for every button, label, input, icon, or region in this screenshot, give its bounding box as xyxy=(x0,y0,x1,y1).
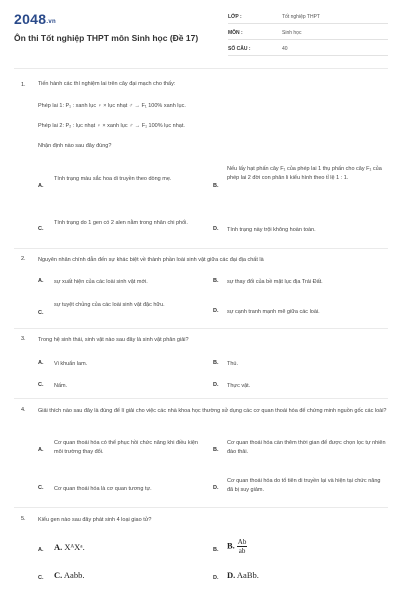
option-c-letter[interactable]: C. xyxy=(38,575,44,581)
option-c[interactable]: Nấm. xyxy=(54,383,68,389)
question-text: Giải thích nào sau đây là đúng để lí giải cho việc các nhà khoa học thường sử dụng các cơ quan thoái hóa để chứng minh nguồn gốc các loài? xyxy=(38,408,387,414)
option-b[interactable]: sự thay đổi của bề mặt lục địa Trái Đất. xyxy=(227,279,323,285)
option-b[interactable]: Thú. xyxy=(227,361,239,367)
option-a[interactable]: Cơ quan thoái hóa có thể phục hồi chức năng khi điều kiện môi trường thay đổi. xyxy=(54,440,198,455)
question-number: 2. xyxy=(21,256,26,262)
cross-2: Phép lai 2: P₂ : lục nhạt ♀ × xanh lục ♂ → F₁ 100% lục nhạt. xyxy=(38,123,185,129)
option-b[interactable]: B. $\frac{Ab}{ab}$ xyxy=(227,538,247,555)
option-d[interactable]: Cơ quan thoái hóa do tổ tiên di truyền lại và hiện tại chức năng đã bị suy giảm. xyxy=(227,478,381,493)
option-a[interactable]: Tính trạng màu sắc hoa di truyền theo dòng mẹ. xyxy=(54,176,172,182)
question-divider xyxy=(14,248,388,249)
option-c-letter[interactable]: C. xyxy=(38,382,44,388)
option-d-letter[interactable]: D. xyxy=(213,308,219,314)
option-b[interactable]: Cơ quan thoái hóa càn thêm thời gian để được chọn lọc tự nhiên đào thải. xyxy=(227,440,386,455)
option-c[interactable]: Tính trạng do 1 gen có 2 alen nằm trong nhân chi phối. xyxy=(54,220,188,226)
question-text: Trong hệ sinh thái, sinh vật nào sau đây là sinh vật phân giải? xyxy=(38,337,189,343)
option-b-letter[interactable]: B. xyxy=(213,447,219,453)
option-a-letter[interactable]: A. xyxy=(38,360,44,366)
option-c[interactable]: C. Aabb. xyxy=(54,570,85,580)
option-a-letter[interactable]: A. xyxy=(38,447,44,453)
question-divider xyxy=(14,398,388,399)
question-text: Kiểu gen nào sau đây phát sinh 4 loại giao tử? xyxy=(38,517,152,523)
question-number: 4. xyxy=(21,407,26,413)
option-c-letter[interactable]: C. xyxy=(38,226,44,232)
option-a[interactable]: sự xuất hiện của các loài sinh vật mới. xyxy=(54,279,148,285)
option-d-letter[interactable]: D. xyxy=(213,226,219,232)
option-a-letter[interactable]: A. xyxy=(38,183,44,189)
option-c[interactable]: sự tuyệt chủng của các loài sinh vật đặc hữu. xyxy=(54,302,165,308)
option-d[interactable]: D. AaBb. xyxy=(227,570,259,580)
page-header xyxy=(0,0,400,62)
question-divider xyxy=(14,328,388,329)
site-logo[interactable]: 2048.vn xyxy=(14,11,56,27)
option-c-letter[interactable]: C. xyxy=(38,310,44,316)
option-d[interactable]: Tính trạng này trội không hoàn toàn. xyxy=(227,227,316,233)
option-a-letter[interactable]: A. xyxy=(38,547,44,553)
option-d[interactable]: sự cạnh tranh mạnh mẽ giữa các loài. xyxy=(227,309,320,315)
info-row-subject: MÔN : Sinh học xyxy=(228,26,388,40)
option-d-letter[interactable]: D. xyxy=(213,575,219,581)
exam-title: Ôn thi Tốt nghiệp THPT môn Sinh học (Đề 17) xyxy=(14,33,199,43)
cross-1: Phép lai 1: P₁ : xanh lục ♀ × lục nhạt ♂ → F₁ 100% xanh lục. xyxy=(38,103,186,109)
question-number: 3. xyxy=(21,336,26,342)
info-row-count: SỐ CÂU : 40 xyxy=(228,42,388,56)
question-text: Tiến hành các thí nghiệm lai trên cây đại mạch cho thấy: xyxy=(38,81,176,87)
question-prompt: Nhận định nào sau đây đúng? xyxy=(38,143,112,149)
option-d[interactable]: Thực vật. xyxy=(227,383,251,389)
option-b-letter[interactable]: B. xyxy=(213,278,219,284)
question-number: 1. xyxy=(21,82,26,88)
question-text: Nguyên nhân chính dẫn đến sự khác biệt về thành phần loài sinh vật giữa các đại địa chất là xyxy=(38,257,264,263)
option-a[interactable]: A. XᴬXᵃ. xyxy=(54,542,85,552)
option-a-letter[interactable]: A. xyxy=(38,278,44,284)
info-row-class: LỚP : Tốt nghiệp THPT xyxy=(228,10,388,24)
option-c[interactable]: Cơ quan thoái hóa là cơ quan tương tự. xyxy=(54,486,152,492)
option-b-letter[interactable]: B. xyxy=(213,360,219,366)
header-divider xyxy=(14,68,388,69)
question-divider xyxy=(14,507,388,508)
question-number: 5. xyxy=(21,516,26,522)
option-b[interactable]: Nếu lấy hạt phấn cây F₁ của phép lai 1 thụ phấn cho cây F₁ của phép lai 2 đời con phân li kiểu hình theo tỉ lệ 1 : 1. xyxy=(227,166,382,181)
option-a[interactable]: Vi khuẩn lam. xyxy=(54,361,88,367)
option-d-letter[interactable]: D. xyxy=(213,485,219,491)
option-b-letter[interactable]: B. xyxy=(213,547,219,553)
option-d-letter[interactable]: D. xyxy=(213,382,219,388)
option-b-letter[interactable]: B. xyxy=(213,183,219,189)
option-c-letter[interactable]: C. xyxy=(38,485,44,491)
